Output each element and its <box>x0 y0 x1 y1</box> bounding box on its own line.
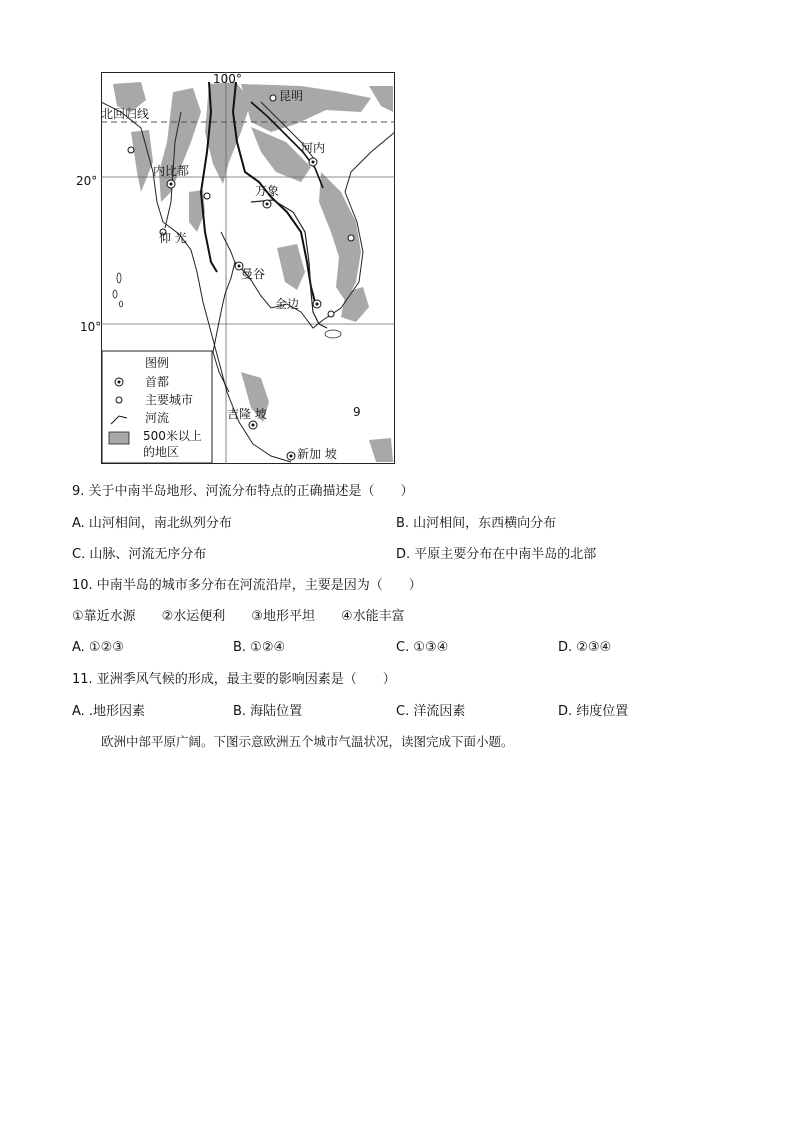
indochina-map <box>101 72 395 464</box>
legend-highland-1: 500米以上 <box>143 429 202 443</box>
tropic-label: 北回归线 <box>101 107 150 121</box>
question-10-option-d[interactable]: D. ②③④ <box>558 640 612 655</box>
naypyidaw-label: 内比都 <box>153 164 190 178</box>
kunming-label: 昆明 <box>279 89 304 103</box>
island-9-label: 9 <box>353 405 361 419</box>
city-kunming-marker <box>270 95 276 101</box>
question-11-option-b[interactable]: B. 海陆位置 <box>233 704 303 719</box>
legend-title: 图例 <box>145 356 170 370</box>
bangkok-label: 曼谷 <box>241 267 266 281</box>
legend-city: 主要城市 <box>145 393 194 407</box>
question-9-stem: 9. 关于中南半岛地形、河流分布特点的正确描述是（ ） <box>72 484 414 499</box>
legend-highland-2: 的地区 <box>143 445 180 459</box>
highland-legend-swatch <box>109 432 129 444</box>
yangon-label: 仰 光 <box>159 231 187 245</box>
city-marker <box>128 147 134 153</box>
question-10-statements: ①靠近水源 ②水运便利 ③地形平坦 ④水能丰富 <box>72 609 405 624</box>
question-11-stem: 11. 亚洲季风气候的形成，最主要的影响因素是（ ） <box>72 672 396 687</box>
question-10-stem: 10. 中南半岛的城市多分布在河流沿岸，主要是因为（ ） <box>72 578 422 593</box>
lat-10-label: 10° <box>80 320 102 334</box>
legend-river: 河流 <box>145 411 170 425</box>
legend-capital: 首都 <box>145 375 170 389</box>
question-9-option-c[interactable]: C. 山脉、河流无序分布 <box>72 547 207 562</box>
question-11-option-c[interactable]: C. 洋流因素 <box>396 704 466 719</box>
question-10-option-a[interactable]: A. ①②③ <box>72 640 124 655</box>
city-marker <box>204 193 210 199</box>
map-legend <box>102 351 212 463</box>
question-9-option-a[interactable]: A. 山河相间，南北纵列分布 <box>72 516 232 531</box>
phnompenh-label: 金边 <box>275 297 300 311</box>
question-9-option-b[interactable]: B. 山河相间，东西横向分布 <box>396 516 557 531</box>
kualalumpur-label: 吉隆 坡 <box>227 407 267 421</box>
city-marker <box>348 235 354 241</box>
question-11-option-d[interactable]: D. 纬度位置 <box>558 704 629 719</box>
vientiane-label: 万象 <box>255 184 280 198</box>
question-10-option-c[interactable]: C. ①③④ <box>396 640 449 655</box>
question-11-option-a[interactable]: A. .地形因素 <box>72 704 146 719</box>
lon-100-label: 100° <box>213 72 242 86</box>
city-marker <box>328 311 334 317</box>
singapore-label: 新加 坡 <box>297 447 337 461</box>
question-10-option-b[interactable]: B. ①②④ <box>233 640 286 655</box>
hanoi-label: 河内 <box>301 141 326 155</box>
lat-20-label: 20° <box>76 174 98 188</box>
question-9-option-d[interactable]: D. 平原主要分布在中南半岛的北部 <box>396 547 597 562</box>
next-section-intro: 欧洲中部平原广阔。下图示意欧洲五个城市气温状况，读图完成下面小题。 <box>101 734 514 749</box>
